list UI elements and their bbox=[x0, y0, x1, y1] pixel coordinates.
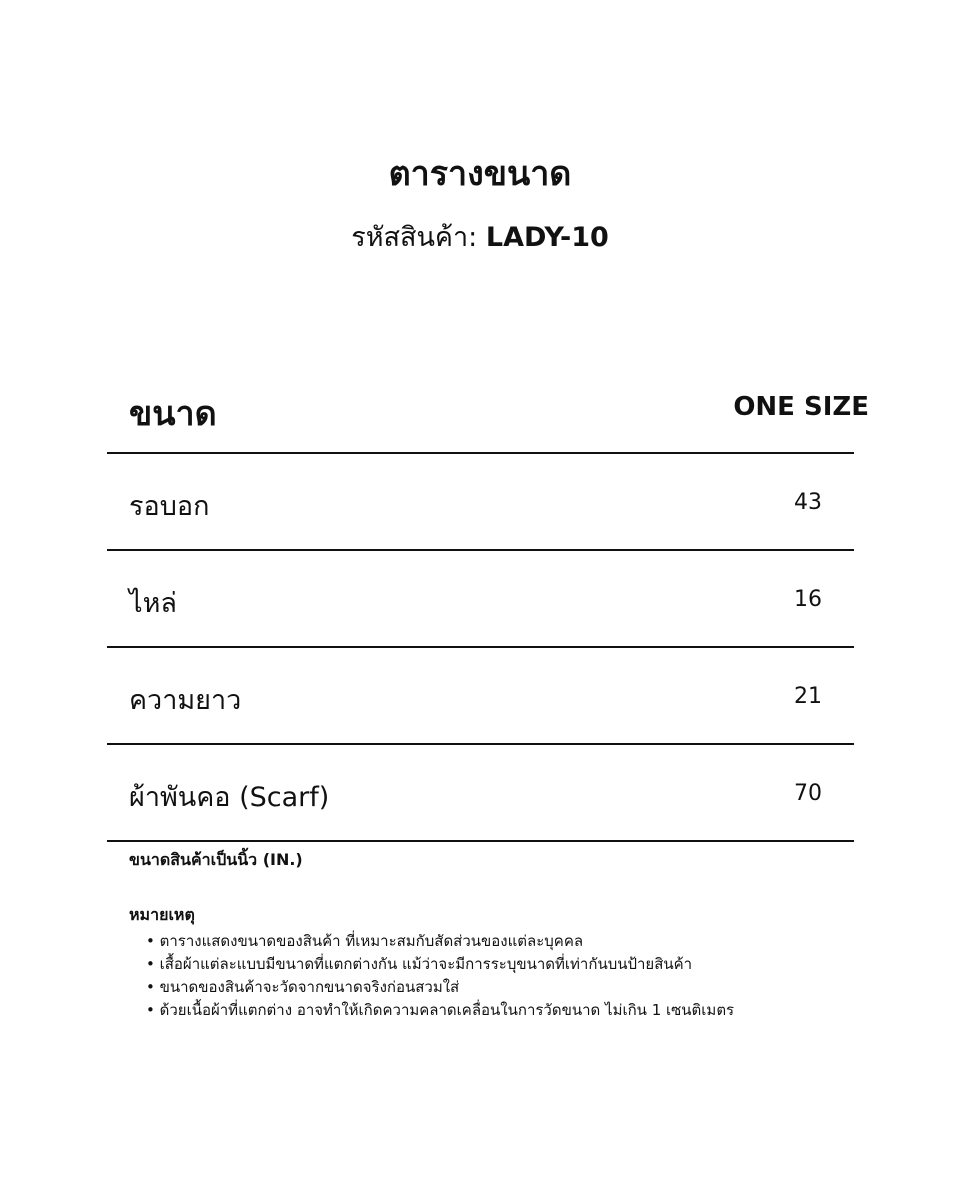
row-value: 70 bbox=[794, 781, 822, 806]
table-row-scarf bbox=[107, 745, 854, 842]
table-row-chest bbox=[107, 454, 854, 551]
row-value: 21 bbox=[794, 684, 822, 709]
table-row-shoulder bbox=[107, 551, 854, 648]
row-label: ความยาว bbox=[129, 685, 242, 716]
remark-item: • เสื้อผ้าแต่ละแบบมีขนาดที่แตกต่างกัน แม้ว่าจะมีการระบุขนาดที่เท่ากันบนป้ายสินค้า bbox=[146, 953, 734, 976]
table-row-length bbox=[107, 648, 854, 745]
remarks-title: หมายเหตุ bbox=[129, 905, 195, 924]
unit-note: ขนาดสินค้าเป็นนิ้ว (IN.) bbox=[129, 850, 303, 869]
header-one-size: ONE SIZE bbox=[733, 392, 869, 422]
remark-item: • ขนาดของสินค้าจะวัดจากขนาดจริงก่อนสวมใส่ bbox=[146, 976, 734, 999]
size-table bbox=[107, 378, 869, 842]
remark-item: • ตารางแสดงขนาดของสินค้า ที่เหมาะสมกับสัดส่วนของแต่ละบุคคล bbox=[146, 930, 734, 953]
product-code-value: LADY-10 bbox=[485, 222, 609, 253]
remarks-list bbox=[146, 930, 734, 1022]
product-code-label: รหัสสินค้า: bbox=[351, 222, 478, 253]
row-label: ผ้าพันคอ (Scarf) bbox=[129, 782, 330, 813]
page-title: ตารางขนาด bbox=[388, 154, 572, 194]
row-value: 16 bbox=[794, 587, 822, 612]
product-code-line bbox=[0, 215, 960, 258]
row-value: 43 bbox=[794, 490, 822, 515]
table-header bbox=[107, 378, 869, 454]
header-size-label: ขนาด bbox=[129, 394, 217, 434]
row-label: รอบอก bbox=[129, 491, 210, 522]
row-label: ไหล่ bbox=[129, 588, 177, 619]
remark-item: • ด้วยเนื้อผ้าที่แตกต่าง อาจทำให้เกิดความคลาดเคลื่อนในการวัดขนาด ไม่เกิน 1 เซนติเมตร bbox=[146, 999, 734, 1022]
